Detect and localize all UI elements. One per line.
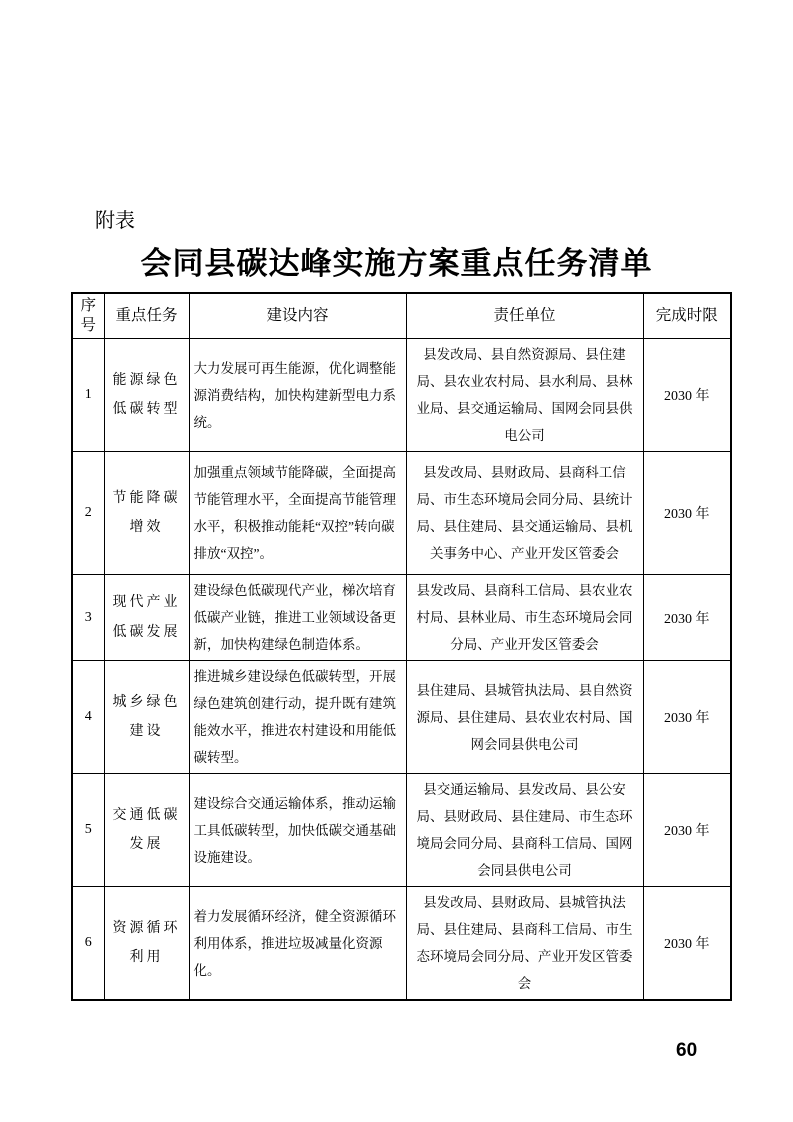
page-title: 会同县碳达峰实施方案重点任务清单 [140, 246, 653, 281]
page-number: 60 [676, 1040, 698, 1061]
cell-task: 资源循环利用 [104, 887, 189, 1001]
task-table [71, 292, 732, 1001]
cell-deadline: 2030 年 [643, 661, 731, 774]
cell-units: 县住建局、县城管执法局、县自然资源局、县住建局、县农业农村局、国网会同县供电公司 [406, 661, 643, 774]
table-row [72, 661, 731, 774]
cell-units: 县交通运输局、县发改局、县公安局、县财政局、县住建局、市生态环境局会同分局、县商科工信局、国网会同县供电公司 [406, 774, 643, 887]
cell-content: 着力发展循环经济，健全资源循环利用体系，推进垃圾减量化资源化。 [189, 887, 406, 1001]
cell-task: 交通低碳发展 [104, 774, 189, 887]
cell-content: 建设综合交通运输体系，推动运输工具低碳转型，加快低碳交通基础设施建设。 [189, 774, 406, 887]
cell-serial: 4 [72, 661, 104, 774]
table-row [72, 339, 731, 452]
cell-serial: 5 [72, 774, 104, 887]
table-header-row [72, 293, 731, 339]
cell-content: 加强重点领域节能降碳，全面提高节能管理水平，全面提高节能管理水平，积极推动能耗“双控”转向碳排放“双控”。 [189, 452, 406, 575]
cell-deadline: 2030 年 [643, 774, 731, 887]
cell-serial: 2 [72, 452, 104, 575]
cell-deadline: 2030 年 [643, 339, 731, 452]
cell-content: 建设绿色低碳现代产业，梯次培育低碳产业链，推进工业领域设备更新，加快构建绿色制造体系。 [189, 575, 406, 661]
cell-task: 城乡绿色建设 [104, 661, 189, 774]
cell-content: 大力发展可再生能源，优化调整能源消费结构，加快构建新型电力系统。 [189, 339, 406, 452]
cell-serial: 3 [72, 575, 104, 661]
table-row [72, 774, 731, 887]
column-header-deadline: 完成时限 [643, 293, 731, 339]
cell-units: 县发改局、县财政局、县城管执法局、县住建局、县商科工信局、市生态环境局会同分局、产业开发区管委会 [406, 887, 643, 1001]
column-header-serial: 序号 [72, 293, 104, 339]
column-header-content: 建设内容 [189, 293, 406, 339]
cell-content: 推进城乡建设绿色低碳转型，开展绿色建筑创建行动，提升既有建筑能效水平，推进农村建设和用能低碳转型。 [189, 661, 406, 774]
cell-deadline: 2030 年 [643, 452, 731, 575]
cell-task: 现代产业低碳发展 [104, 575, 189, 661]
cell-task: 节能降碳增效 [104, 452, 189, 575]
cell-deadline: 2030 年 [643, 887, 731, 1001]
cell-deadline: 2030 年 [643, 575, 731, 661]
cell-task: 能源绿色低碳转型 [104, 339, 189, 452]
column-header-task: 重点任务 [104, 293, 189, 339]
cell-serial: 6 [72, 887, 104, 1001]
table-row [72, 887, 731, 1001]
cell-units: 县发改局、县商科工信局、县农业农村局、县林业局、市生态环境局会同分局、产业开发区管委会 [406, 575, 643, 661]
cell-units: 县发改局、县财政局、县商科工信局、市生态环境局会同分局、县统计局、县住建局、县交通运输局、县机关事务中心、产业开发区管委会 [406, 452, 643, 575]
table-row [72, 452, 731, 575]
column-header-units: 责任单位 [406, 293, 643, 339]
cell-units: 县发改局、县自然资源局、县住建局、县农业农村局、县水利局、县林业局、县交通运输局、国网会同县供电公司 [406, 339, 643, 452]
appendix-label: 附表 [95, 210, 135, 232]
cell-serial: 1 [72, 339, 104, 452]
table-row [72, 575, 731, 661]
